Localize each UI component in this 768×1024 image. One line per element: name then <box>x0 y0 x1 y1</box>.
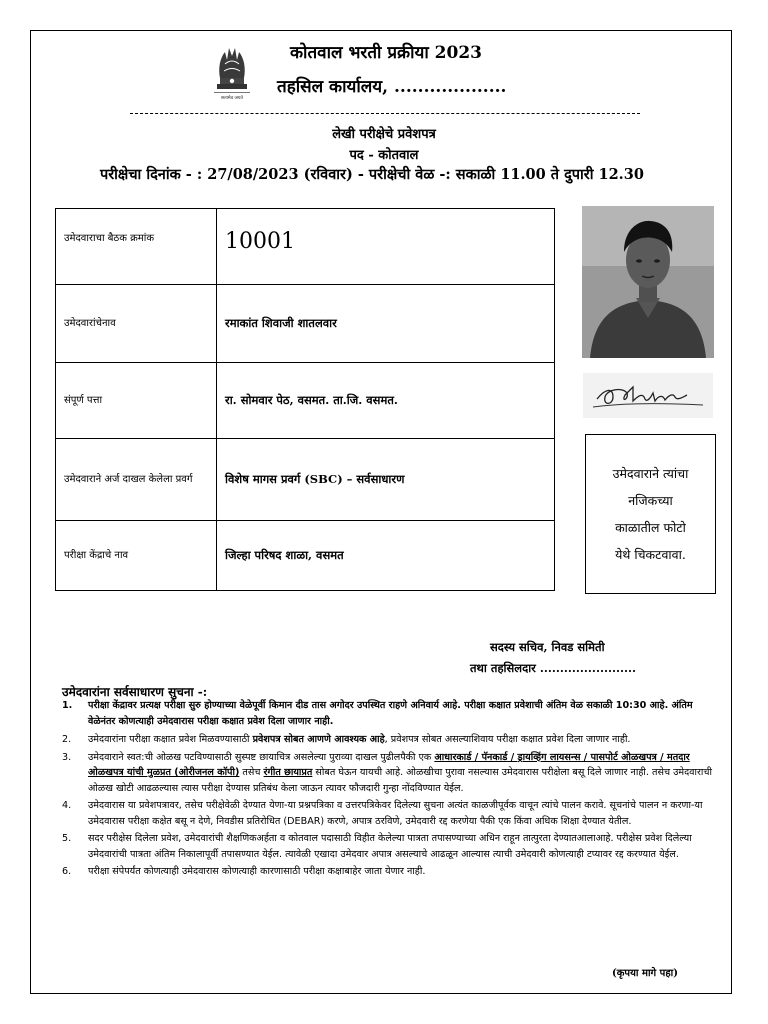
table-row <box>56 209 555 285</box>
signatory-title: सदस्य सचिव, निवड समिती <box>490 640 605 654</box>
list-item <box>58 750 713 797</box>
exam-date-time: परीक्षेचा दिनांक - : 27/08/2023 (रविवार) - परीक्षेची वेळ -: सकाळी 11.00 ते दुपारी 12.30 <box>100 166 644 183</box>
post-name: पद - कोतवाल <box>349 148 419 163</box>
item-number: 6. <box>62 866 72 877</box>
exam-center: जिल्हा परिषद शाळा, वसमत <box>217 521 555 591</box>
detail-label: परीक्षा केंद्राचे नाव <box>56 521 217 591</box>
please-turn-over: (कृपया मागे पहा) <box>612 968 678 979</box>
instruction-text: सोबत घेऊन यायची आहे. ओळखीचा पुरावा नसल्यास उमेदवारास परीक्षेला बसू दिले जाणार नाही. तसेच उमेदवाराची ओळख खोटी आढळल्यास त्यास परीक्षा देण्यास प्रतिबंध केला जाऊन त्यावर फौजदारी गुन्हा नोंदविण्यात येईल. <box>88 767 712 794</box>
signatory-designation: तथा तहसिलदार ........................ <box>470 661 636 675</box>
state-emblem-icon <box>208 40 256 102</box>
instruction-text: तसेच <box>239 767 264 778</box>
detail-label: उमेदवाराने अर्ज दाखल केलेला प्रवर्ग <box>56 439 217 521</box>
svg-text:सत्यमेव जयते: सत्यमेव जयते <box>220 96 244 101</box>
instruction-text: उमेदवारास या प्रवेशपत्रावर, तसेच परीक्षेवेळी देण्यात येणा-या प्रश्नपत्रिका व उत्तरपत्रिकेवर दिलेल्या सुचना अत्यंत काळजीपूर्वक वाचून त्यांचे पालन करावे. सूचनांचे पालन न करणा-या उमेदवारास परीक्षा कक्षेत बसू न देणे, निवडीस प्रतिरोधित (DEBAR) करणे, अपात्र ठरविणे, उमेदवारी रद्द करणेया पैकी एक किंवा अधिक शिक्षा देण्यात येतील. <box>88 800 703 827</box>
id-proof-list: आधारकार्ड / पॅनकार्ड / ड्रायव्हिंग लायसन्स / पासपोर्ट ओळखपत्र / मतदार ओळखपत्र यांची मुळप्रत (ओरीजनल कॉपी) <box>88 751 690 778</box>
item-number: 5. <box>62 833 72 844</box>
instruction-text: उमेदवारांना परीक्षा कक्षात प्रवेश मिळवण्यासाठी <box>88 734 253 745</box>
candidate-address: रा. सोमवार पेठ, वसमत. ता.जि. वसमत. <box>217 363 555 439</box>
candidate-photo <box>582 206 714 358</box>
paste-photo-line: येथे चिकटवावा. <box>615 547 686 562</box>
item-number: 3. <box>62 751 72 763</box>
seat-number: 10001 <box>217 209 555 285</box>
table-row <box>56 363 555 439</box>
list-item <box>58 831 713 862</box>
recruitment-title: कोतवाल भरती प्रक्रीया 2023 <box>290 43 482 63</box>
item-number: 4. <box>62 800 72 811</box>
list-item <box>58 732 713 748</box>
detail-label: उमेदवारांचेनाव <box>56 285 217 363</box>
detail-label: संपूर्ण पत्ता <box>56 363 217 439</box>
instruction-text: परीक्षा संपेपर्यंत कोणत्याही उमेदवारास कोणत्याही कारणासाठी परीक्षा कक्षाबाहेर जाता येणार नाही. <box>88 866 426 877</box>
candidate-signature <box>583 373 713 418</box>
list-item <box>58 864 713 880</box>
instruction-text: , प्रवेशपत्र सोबत असल्याशिवाय परीक्षा कक्षात प्रवेश दिला जाणार नाही. <box>384 734 631 745</box>
item-number: 1. <box>62 700 73 711</box>
list-item <box>58 798 713 829</box>
candidate-name: रमाकांत शिवाजी शातलवार <box>217 285 555 363</box>
paste-photo-box <box>585 434 716 594</box>
paste-photo-line: काळातील फोटो <box>615 520 686 535</box>
instructions-list <box>58 698 713 882</box>
instruction-text: उमेदवाराने स्वत:ची ओळख पटविण्यासाठी सुस्पष्ट छायाचित्र असलेल्या पुराव्या दाखल पुढीलपैकी एक <box>88 751 435 763</box>
divider <box>130 113 640 114</box>
list-item <box>58 698 713 729</box>
office-name: तहसिल कार्यालय, ................... <box>277 77 507 97</box>
paste-photo-line: उमेदवाराने त्यांचा <box>612 466 689 481</box>
item-number: 2. <box>62 734 72 745</box>
candidate-category: विशेष मागस प्रवर्ग (SBC) – सर्वसाधारण <box>217 439 555 521</box>
instructions-title: उमेदवारांना सर्वसाधारण सुचना -: <box>62 685 208 699</box>
candidate-details-table <box>55 208 555 591</box>
table-row <box>56 521 555 591</box>
instruction-emphasis: प्रवेशपत्र सोबत आणणे आवश्यक आहे <box>252 734 385 745</box>
color-copy-emphasis: रंगीत छायाप्रत <box>263 767 313 778</box>
instruction-text: सदर परीक्षेस दिलेला प्रवेश, उमेदवारांची शैक्षणिकअर्हता व कोतवाल पदासाठी विहीत केलेल्या पात्रता तपासण्याच्या अधिन राहून तात्पुरता देण्यातआलाआहे. परीक्षेस प्रवेश दिलेल्या उमेदवारांची पात्रता अंतिम निकालापूर्वी तपासण्यात येईल. त्यावेळी एखादा उमेदवार अपात्र असल्याचे आढळून आल्यास त्याची उमेदवारी कोणत्याही टप्यावर रद्द करण्यात येईल. <box>88 833 692 860</box>
table-row <box>56 439 555 521</box>
document-title: लेखी परीक्षेचे प्रवेशपत्र <box>332 127 436 142</box>
instruction-text: परीक्षा केंद्रावर प्रत्यक्ष परीक्षा सुरु होण्याच्या वेळेपूर्वी किमान दीड तास अगोदर उपस्थित राहणे अनिवार्य आहे. परीक्षा कक्षात प्रवेशाची अंतिम वेळ सकाळी 10:30 आहे. अंतिम वेळेनंतर कोणत्याही उमेदवारास परीक्षा कक्षात प्रवेश दिला जाणार नाही. <box>88 700 693 727</box>
paste-photo-line: नजिकच्या <box>628 493 673 508</box>
table-row <box>56 285 555 363</box>
detail-label: उमेदवाराचा बैठक क्रमांक <box>56 209 217 285</box>
